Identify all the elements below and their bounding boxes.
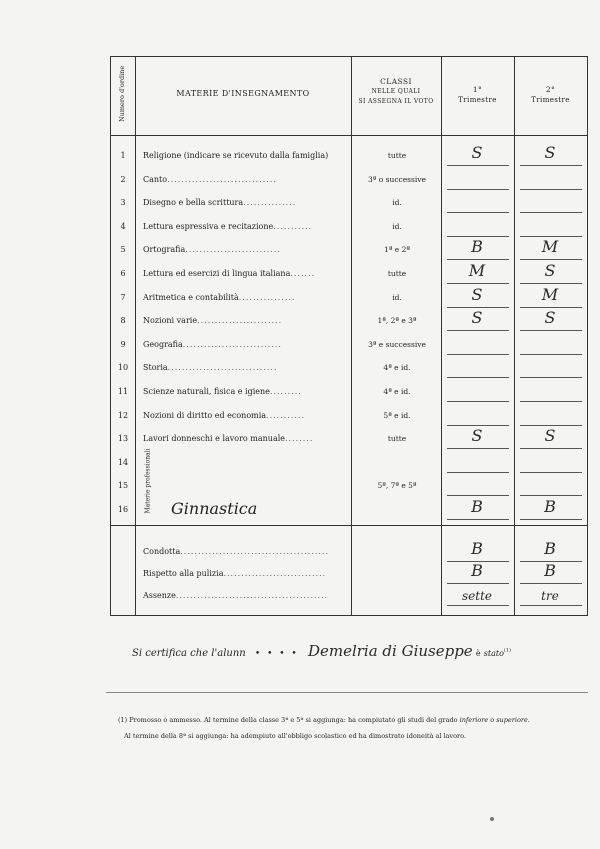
subject-name	[171, 499, 377, 518]
classi-value: tutte	[387, 269, 407, 278]
grade-line-2	[520, 519, 582, 520]
col-divider	[441, 57, 442, 615]
certify-dots: • • • •	[254, 649, 299, 659]
numero-ordine-header: Numero d'ordine	[118, 65, 126, 122]
certify-suffix: stato	[483, 649, 504, 658]
subject-text: Lettura ed esercizi di lingua italiana	[143, 269, 291, 278]
section-divider	[111, 525, 587, 526]
row-number: 10	[117, 363, 129, 373]
subject-text: Scienze naturali, fisica e igiene	[143, 387, 270, 396]
grade-trimestre-1: S	[471, 308, 483, 328]
subject-name	[143, 151, 349, 160]
subject-text: Lettura espressiva e recitazione	[143, 221, 274, 231]
subject-dots: ...............................	[167, 174, 277, 184]
grade-line-1	[447, 354, 509, 355]
grade-line-2	[520, 605, 582, 606]
row-number: 4	[120, 221, 126, 231]
conduct-grade-1: sette	[461, 589, 492, 603]
row-number: 8	[120, 316, 126, 326]
row-number: 13	[117, 434, 129, 444]
conduct-grade-2: tre	[541, 589, 559, 603]
subject-name	[143, 316, 349, 325]
subject-text: Ortografia	[143, 245, 186, 255]
subject-dots: ...........	[266, 410, 306, 420]
subject-name	[143, 434, 349, 443]
subject-dots: .......	[290, 269, 316, 278]
grade-line-1	[447, 165, 509, 166]
conduct-grade-1: B	[471, 539, 483, 558]
grade-trimestre-1: S	[471, 284, 483, 304]
grade-trimestre-2: S	[544, 143, 556, 162]
grade-line-2	[520, 330, 582, 331]
classi-value: 1ª, 2ª e 3ª	[377, 316, 417, 326]
conduct-label-text: Assenze	[143, 591, 176, 600]
subject-text: Disegno e bella scrittura	[143, 198, 244, 208]
footnote-line-1-emphasis: inferiore o superiore.	[459, 716, 530, 724]
subject-dots: ...........	[273, 221, 313, 231]
conduct-dots: ...........................................	[175, 591, 329, 600]
materie-professionali-label: Materie professionali	[144, 448, 152, 514]
subject-name	[143, 411, 349, 420]
classi-value: id.	[392, 198, 402, 208]
trimestre-1-number: 1°	[472, 85, 483, 94]
row-number: 5	[120, 245, 126, 255]
grade-line-2	[520, 212, 582, 213]
subject-dots: ............................	[182, 339, 282, 349]
row-number: 16	[117, 505, 129, 514]
classi-header-line1: CLASSI	[380, 77, 412, 86]
student-name: Demelria di Giuseppe	[307, 642, 473, 660]
grade-line-1	[447, 519, 509, 520]
grade-line-1	[447, 330, 509, 331]
grade-line-1	[447, 189, 509, 190]
grade-line-1	[447, 401, 509, 402]
grade-trimestre-2: S	[544, 426, 556, 446]
grade-trimestre-2: M	[541, 284, 559, 304]
subject-text: Aritmetica e contabilità	[143, 292, 239, 302]
grade-trimestre-1: S	[471, 143, 483, 162]
classi-value: 1ª e 2ª	[384, 245, 410, 255]
subject-dots: ................	[238, 292, 296, 302]
grade-line-1	[447, 472, 509, 473]
conduct-grade-2: B	[544, 561, 556, 580]
grade-trimestre-2: B	[544, 497, 556, 516]
grade-line-2	[520, 377, 582, 378]
trimestre-2-label: Trimestre	[531, 96, 570, 104]
grade-line-1	[447, 605, 509, 606]
subject-dots: ...........................	[185, 245, 281, 255]
classi-header-line2: NELLE QUALI	[371, 88, 421, 95]
grade-line-2	[520, 401, 582, 402]
trimestre-1-header	[441, 85, 514, 105]
subject-name	[143, 340, 349, 349]
footnote-line-2: Al termine della 8ª si aggiunga: ha adempiuto all'obbligo scolastico ed ha dimostrato idoneità al lavoro.	[124, 732, 466, 740]
conduct-label	[143, 591, 349, 600]
classi-value: 4ª e id.	[383, 363, 411, 373]
subject-name	[143, 245, 349, 254]
subject-dots: ........................	[197, 316, 283, 326]
grade-trimestre-2: M	[541, 237, 559, 257]
col-divider	[135, 57, 136, 615]
grade-trimestre-1: S	[471, 426, 483, 446]
footnote-line-1	[118, 716, 530, 724]
row-number: 7	[120, 292, 126, 302]
row-number: 12	[117, 410, 129, 420]
grade-line-1	[447, 448, 509, 449]
subject-name	[143, 175, 349, 184]
subject-name	[143, 293, 349, 302]
subject-text: Geografia	[143, 339, 183, 349]
subject-dots: .........	[269, 387, 302, 396]
classi-value: 5ª, 7ª e 5ª	[377, 481, 417, 491]
subject-name	[143, 363, 349, 372]
grade-line-2	[520, 448, 582, 449]
classi-value: id.	[392, 292, 402, 302]
footnote-line-1-text: (1) Promosso o ammesso. Al termine della classe 3ª e 5ª si aggiunga: ha compiutato gli studi del grado	[118, 716, 458, 724]
trimestre-2-header	[514, 85, 587, 105]
certify-note-ref: (1)	[503, 647, 512, 654]
grade-trimestre-1: B	[471, 237, 483, 257]
row-number: 14	[117, 457, 129, 467]
trimestre-2-number: 2°	[545, 85, 556, 94]
subject-text: Lavori donneschi e lavoro manuale	[143, 434, 286, 444]
classi-header-line3: SI ASSEGNA IL VOTO	[358, 98, 434, 105]
row-number: 11	[117, 387, 129, 396]
subject-dots: ........	[285, 434, 314, 444]
certify-prefix: Si certifica che l'alunn	[132, 648, 246, 659]
row-number: 15	[117, 481, 129, 491]
row-number: 3	[120, 198, 126, 208]
subject-text: Storia	[143, 363, 168, 373]
grade-line-2	[520, 583, 582, 584]
materie-header: MATERIE D'INSEGNAMENTO	[176, 89, 310, 98]
grade-trimestre-1: M	[468, 261, 486, 280]
classi-value: 3ª e successive	[368, 339, 426, 349]
subject-dots: ...............................	[167, 363, 278, 373]
subject-dots: ...............	[243, 198, 297, 208]
conduct-label	[143, 569, 349, 578]
grade-line-1	[447, 212, 509, 213]
classi-value: 4ª e id.	[383, 387, 411, 396]
classi-value: tutte	[387, 151, 407, 160]
subject-name	[143, 387, 349, 396]
conduct-label	[143, 547, 349, 556]
certification-line	[132, 642, 511, 660]
conduct-grade-2: B	[544, 539, 556, 558]
col-divider	[351, 57, 352, 615]
grade-line-2	[520, 165, 582, 166]
conduct-grade-1: B	[471, 561, 483, 580]
grade-trimestre-1: B	[471, 497, 483, 516]
grade-line-2	[520, 189, 582, 190]
classi-value: 5ª e id.	[383, 410, 411, 420]
trimestre-1-label: Trimestre	[458, 96, 497, 104]
subject-text: Ginnastica	[171, 499, 258, 518]
subject-name	[143, 269, 349, 278]
col-divider	[514, 57, 515, 615]
classi-header	[351, 77, 441, 107]
header-divider	[111, 135, 587, 136]
grade-trimestre-2: S	[544, 261, 556, 280]
classi-value: 3ª o successive	[368, 174, 426, 184]
footnote-divider	[106, 692, 588, 693]
grade-line-2	[520, 472, 582, 473]
classi-value: tutte	[387, 434, 407, 444]
subject-text: Nozioni di diritto ed economia	[143, 410, 267, 420]
subject-text: Nozioni varie	[143, 316, 198, 326]
row-number: 9	[120, 339, 126, 349]
subject-name	[143, 198, 349, 207]
grade-trimestre-2: S	[544, 308, 556, 328]
conduct-label-text: Rispetto alla pulizia	[143, 569, 224, 578]
conduct-dots: .............................	[223, 569, 327, 578]
subject-text: Religione (indicare se ricevuto dalla famiglia)	[143, 151, 329, 160]
grade-line-1	[447, 583, 509, 584]
paper-speck	[490, 817, 494, 821]
row-number: 1	[120, 151, 126, 160]
classi-value: id.	[392, 221, 402, 231]
grade-line-2	[520, 354, 582, 355]
grades-table	[110, 56, 588, 616]
row-number: 2	[120, 174, 126, 184]
subject-text: Canto	[143, 174, 168, 184]
row-number: 6	[120, 269, 126, 278]
certify-e: è	[475, 649, 481, 658]
conduct-dots: ..........................................	[180, 547, 330, 556]
subject-name	[143, 222, 349, 231]
conduct-label-text: Condotta	[143, 547, 181, 556]
grade-line-1	[447, 377, 509, 378]
